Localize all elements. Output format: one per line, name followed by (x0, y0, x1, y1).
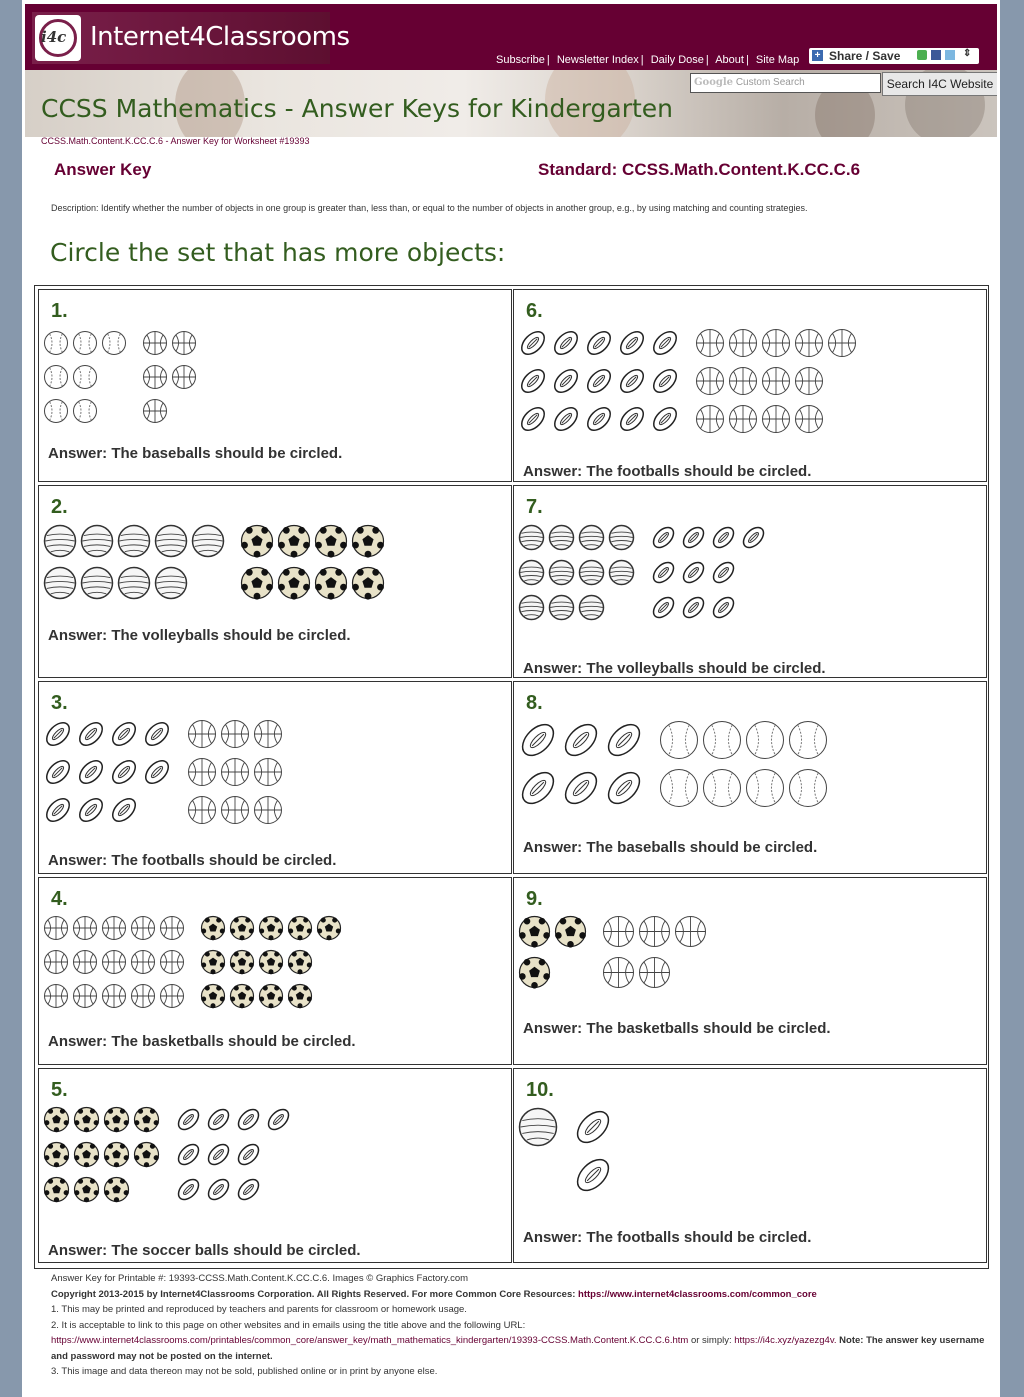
football-icon (205, 1106, 232, 1138)
footer-rule-1: 1. This may be printed and reproduced by teachers and parents for classroom or homework usage. (51, 1304, 467, 1315)
soccer-icon (316, 915, 342, 946)
baseball-icon (43, 398, 69, 429)
basketball-icon (171, 330, 197, 361)
basketball-icon (794, 366, 824, 401)
volleyball-icon (578, 559, 605, 591)
answer-text: Answer: The volleyballs should be circled. (48, 627, 351, 644)
description: Description: Identify whether the number of objects in one group is greater than, less than, or equal to the number of objects in another group, e.g., by using matching and counting strategies. (51, 203, 808, 213)
basketball-icon (728, 404, 758, 439)
basketball-icon (130, 949, 156, 980)
problem-3 (38, 681, 512, 874)
basketball-icon (187, 757, 217, 792)
soccer-icon (258, 949, 284, 980)
basketball-icon (159, 949, 185, 980)
football-icon (235, 1141, 262, 1173)
football-icon (175, 1106, 202, 1138)
soccer-icon (133, 1106, 160, 1138)
football-icon (551, 404, 581, 439)
nav-newsletter-index[interactable]: Newsletter Index (556, 54, 639, 66)
football-icon (76, 757, 106, 792)
basketball-icon (827, 328, 857, 363)
problem-number: 2. (51, 496, 68, 518)
footer-common-core-link[interactable]: https://www.internet4classrooms.com/common_core (578, 1288, 817, 1300)
soccer-icon (287, 949, 313, 980)
basketball-icon (130, 915, 156, 946)
football-icon (43, 795, 73, 830)
football-icon (740, 524, 767, 556)
logo-text: Internet4Classrooms (90, 22, 350, 52)
instruction: Circle the set that has more objects: (50, 238, 506, 267)
answer-text: Answer: The footballs should be circled. (523, 463, 812, 480)
baseball-icon (745, 720, 785, 765)
football-icon (561, 720, 601, 765)
volleyball-icon (117, 566, 151, 605)
footer-rule-2: 2. It is acceptable to link to this page on other websites and in emails using the title above and the following URL: (51, 1319, 526, 1331)
problem-number: 3. (51, 692, 68, 714)
volleyball-icon (43, 566, 77, 605)
basketball-icon (253, 757, 283, 792)
problem-number: 9. (526, 888, 543, 910)
football-icon (561, 768, 601, 813)
basketball-icon (220, 757, 250, 792)
football-icon (650, 524, 677, 556)
problem-4 (38, 877, 512, 1065)
volleyball-icon (608, 524, 635, 556)
soccer-icon (103, 1141, 130, 1173)
soccer-icon (229, 983, 255, 1014)
problem-5 (38, 1068, 512, 1263)
share-green-icon (917, 50, 927, 60)
volleyball-icon (80, 566, 114, 605)
answer-text: Answer: The basketballs should be circled. (48, 1033, 356, 1050)
soccer-icon (103, 1176, 130, 1208)
football-icon (205, 1176, 232, 1208)
share-label: Share / Save (829, 49, 901, 63)
basketball-icon (43, 949, 69, 980)
baseball-icon (702, 720, 742, 765)
volleyball-icon (154, 566, 188, 605)
soccer-icon (277, 524, 311, 563)
share-dropdown-icon: ⇕ (963, 48, 972, 59)
search-input[interactable] (690, 73, 881, 93)
basketball-icon (761, 366, 791, 401)
football-icon (680, 524, 707, 556)
soccer-icon (240, 566, 274, 605)
volleyball-icon (43, 524, 77, 563)
google-brand: Google (694, 77, 734, 88)
football-icon (235, 1106, 262, 1138)
problem-2 (38, 485, 512, 678)
basketball-icon (101, 915, 127, 946)
volleyball-icon (608, 559, 635, 591)
basketball-icon (159, 983, 185, 1014)
football-icon (604, 720, 644, 765)
basketball-icon (101, 949, 127, 980)
baseball-icon (101, 330, 127, 361)
basketball-icon (794, 404, 824, 439)
footer-or-simply: or simply: (690, 1335, 732, 1346)
soccer-icon (43, 1106, 70, 1138)
basketball-icon (695, 366, 725, 401)
share-save-button[interactable] (809, 48, 979, 64)
basketball-icon (761, 328, 791, 363)
basketball-icon (43, 915, 69, 946)
search-button[interactable]: Search I4C Website (882, 72, 997, 96)
soccer-icon (73, 1141, 100, 1173)
soccer-icon (133, 1141, 160, 1173)
basketball-icon (761, 404, 791, 439)
volleyball-icon (578, 524, 605, 556)
football-icon (573, 1155, 613, 1200)
football-icon (109, 719, 139, 754)
football-icon (43, 757, 73, 792)
footer-note: Note: The answer key username and password may not be posted on the internet. (51, 1335, 985, 1362)
volleyball-icon (548, 559, 575, 591)
football-icon (710, 524, 737, 556)
volleyball-icon (518, 594, 545, 626)
volleyball-icon (578, 594, 605, 626)
volleyball-icon (518, 1107, 558, 1152)
basketball-icon (253, 795, 283, 830)
football-icon (175, 1176, 202, 1208)
soccer-icon (314, 524, 348, 563)
basketball-icon (220, 719, 250, 754)
volleyball-icon (80, 524, 114, 563)
soccer-icon (314, 566, 348, 605)
football-icon (205, 1141, 232, 1173)
share-plus-icon: + (812, 50, 823, 61)
basketball-icon (72, 983, 98, 1014)
volleyball-icon (117, 524, 151, 563)
football-icon (175, 1141, 202, 1173)
baseball-icon (788, 768, 828, 813)
problem-number: 5. (51, 1079, 68, 1101)
football-icon (604, 768, 644, 813)
football-icon (518, 768, 558, 813)
football-icon (142, 719, 172, 754)
football-icon (584, 328, 614, 363)
football-icon (680, 594, 707, 626)
answer-text: Answer: The baseballs should be circled. (48, 445, 343, 462)
football-icon (43, 719, 73, 754)
football-icon (650, 404, 680, 439)
nav-daily-dose[interactable]: Daily Dose (650, 54, 704, 66)
problem-10 (513, 1068, 987, 1263)
footer-images-credit: Images © Graphics Factory.com (332, 1273, 469, 1284)
basketball-icon (187, 795, 217, 830)
football-icon (650, 594, 677, 626)
answer-text: Answer: The footballs should be circled. (523, 1229, 812, 1246)
football-icon (142, 757, 172, 792)
nav-site-map[interactable]: Site Map (755, 54, 800, 66)
soccer-icon (73, 1106, 100, 1138)
soccer-icon (200, 915, 226, 946)
baseball-icon (43, 330, 69, 361)
baseball-icon (72, 364, 98, 395)
soccer-icon (518, 915, 551, 953)
football-icon (518, 404, 548, 439)
standard-label: Standard: CCSS.Math.Content.K.CC.C.6 (538, 160, 861, 179)
problem-6 (513, 289, 987, 482)
soccer-icon (351, 566, 385, 605)
answer-text: Answer: The baseballs should be circled. (523, 839, 818, 856)
basketball-icon (674, 915, 707, 953)
baseball-icon (745, 768, 785, 813)
basketball-icon (187, 719, 217, 754)
soccer-icon (554, 915, 587, 953)
baseball-icon (72, 330, 98, 361)
basketball-icon (72, 949, 98, 980)
football-icon (518, 328, 548, 363)
football-icon (584, 366, 614, 401)
basketball-icon (130, 983, 156, 1014)
problem-1 (38, 289, 512, 482)
footer-printable: Answer Key for Printable #: 19393-CCSS.Math.Content.K.CC.C.6. (51, 1273, 330, 1284)
answer-key-label: Answer Key (54, 160, 152, 179)
volleyball-icon (518, 524, 545, 556)
basketball-icon (72, 915, 98, 946)
soccer-icon (258, 915, 284, 946)
soccer-icon (287, 915, 313, 946)
banner (25, 70, 997, 137)
volleyball-icon (154, 524, 188, 563)
soccer-icon (43, 1176, 70, 1208)
nav-about[interactable]: About (715, 54, 744, 66)
football-icon (584, 404, 614, 439)
basketball-icon (638, 915, 671, 953)
footer (51, 1271, 996, 1380)
site-logo[interactable] (32, 12, 350, 64)
football-icon (650, 559, 677, 591)
baseball-icon (659, 768, 699, 813)
volleyball-icon (548, 594, 575, 626)
footer-long-url[interactable]: https://www.internet4classrooms.com/printables/common_core/answer_key/math_mathematics_kindergarten/19393-CCSS.Math.Content.K.CC.C.6.htm (51, 1335, 689, 1346)
basketball-icon (728, 366, 758, 401)
problem-number: 6. (526, 300, 543, 322)
answer-text: Answer: The basketballs should be circled. (523, 1020, 831, 1037)
basketball-icon (602, 915, 635, 953)
nav-subscribe[interactable]: Subscribe (496, 54, 545, 66)
soccer-icon (229, 949, 255, 980)
basketball-icon (638, 956, 671, 994)
basketball-icon (220, 795, 250, 830)
footer-rule-3: 3. This image and data thereon may not be sold, published online or in print by anyone else. (51, 1366, 438, 1377)
problem-number: 1. (51, 300, 68, 322)
footer-short-url[interactable]: https://i4c.xyz/yazezg4v. (734, 1335, 837, 1346)
football-icon (710, 594, 737, 626)
baseball-icon (72, 398, 98, 429)
volleyball-icon (191, 524, 225, 563)
page (22, 0, 1000, 1397)
football-icon (265, 1106, 292, 1138)
basketball-icon (43, 983, 69, 1014)
footer-copyright: Copyright 2013-2015 by Internet4Classrooms Corporation. All Rights Reserved. For more Common Core Resources: (51, 1288, 576, 1300)
problem-8 (513, 681, 987, 874)
football-icon (710, 559, 737, 591)
baseball-icon (702, 768, 742, 813)
logo-mark-text: i4c (41, 28, 67, 46)
problem-7 (513, 485, 987, 678)
soccer-icon (258, 983, 284, 1014)
soccer-icon (200, 949, 226, 980)
page-title: CCSS Mathematics - Answer Keys for Kindergarten (41, 94, 674, 123)
basketball-icon (695, 404, 725, 439)
basketball-icon (171, 364, 197, 395)
football-icon (680, 559, 707, 591)
basketball-icon (728, 328, 758, 363)
football-icon (617, 404, 647, 439)
football-icon (617, 328, 647, 363)
basketball-icon (159, 915, 185, 946)
football-icon (76, 795, 106, 830)
football-icon (650, 366, 680, 401)
problem-number: 7. (526, 496, 543, 518)
baseball-icon (659, 720, 699, 765)
soccer-icon (73, 1176, 100, 1208)
answer-text: Answer: The footballs should be circled. (48, 852, 337, 869)
basketball-icon (695, 328, 725, 363)
breadcrumb[interactable]: CCSS.Math.Content.K.CC.C.6 - Answer Key for Worksheet #19393 (41, 136, 310, 146)
answer-text: Answer: The soccer balls should be circled. (48, 1242, 361, 1259)
football-icon (551, 366, 581, 401)
site-header (25, 4, 997, 70)
soccer-icon (200, 983, 226, 1014)
soccer-icon (351, 524, 385, 563)
soccer-icon (277, 566, 311, 605)
basketball-icon (101, 983, 127, 1014)
football-icon (76, 719, 106, 754)
problem-number: 8. (526, 692, 543, 714)
soccer-icon (287, 983, 313, 1014)
basketball-icon (142, 398, 168, 429)
soccer-icon (103, 1106, 130, 1138)
baseball-icon (788, 720, 828, 765)
facebook-icon (931, 50, 941, 60)
soccer-icon (43, 1141, 70, 1173)
logo-mark-icon (35, 15, 81, 61)
football-icon (109, 795, 139, 830)
football-icon (573, 1107, 613, 1152)
answer-text: Answer: The volleyballs should be circled. (523, 660, 826, 677)
baseball-icon (43, 364, 69, 395)
football-icon (518, 720, 558, 765)
problem-9 (513, 877, 987, 1065)
top-nav: Subscribe | Newsletter Index | Daily Dose | About | Site Map (496, 54, 800, 66)
soccer-icon (229, 915, 255, 946)
problem-number: 10. (526, 1079, 554, 1101)
problem-number: 4. (51, 888, 68, 910)
search-placeholder: Custom Search (735, 77, 805, 88)
basketball-icon (142, 364, 168, 395)
soccer-icon (240, 524, 274, 563)
football-icon (650, 328, 680, 363)
volleyball-icon (518, 559, 545, 591)
football-icon (551, 328, 581, 363)
twitter-icon (945, 50, 955, 60)
basketball-icon (794, 328, 824, 363)
basketball-icon (253, 719, 283, 754)
basketball-icon (142, 330, 168, 361)
problem-grid (34, 285, 989, 1269)
football-icon (518, 366, 548, 401)
basketball-icon (602, 956, 635, 994)
football-icon (109, 757, 139, 792)
volleyball-icon (548, 524, 575, 556)
soccer-icon (518, 956, 551, 994)
football-icon (235, 1176, 262, 1208)
football-icon (617, 366, 647, 401)
